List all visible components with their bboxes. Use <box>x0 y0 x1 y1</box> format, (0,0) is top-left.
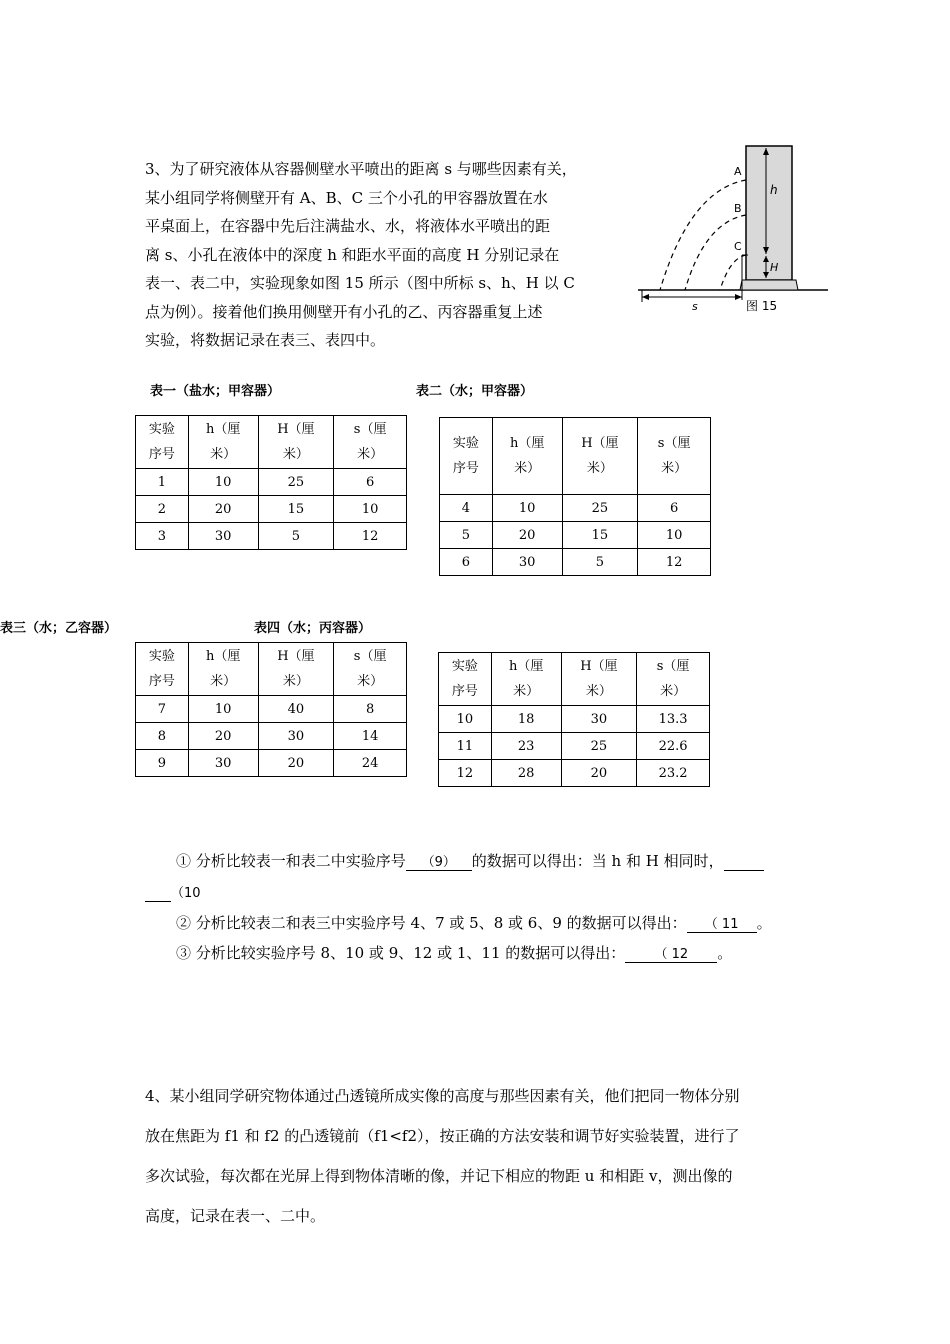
table-row <box>439 760 710 787</box>
table-cell: 7 <box>136 696 189 723</box>
table-cell: 24 <box>334 750 407 777</box>
label-a: A <box>734 165 742 178</box>
table-row <box>136 696 407 723</box>
q4-line: 高度，记录在表一、二中。 <box>145 1207 326 1225</box>
q4-line: 4、某小组同学研究物体通过凸透镜所成实像的高度与那些因素有关，他们把同一物体分别 <box>145 1087 740 1105</box>
sub-question-1: ① 分析比较表一和表二中实验序号 （9） 的数据可以得出：当 h 和 H 相同时， <box>176 850 764 871</box>
table-cell: 12 <box>638 549 711 576</box>
table-row <box>440 495 711 522</box>
q3-line: 实验，将数据记录在表三、表四中。 <box>145 331 386 349</box>
table-cell: 3 <box>136 523 189 550</box>
answer-blank-12[interactable]: （ 12 <box>625 943 717 963</box>
table-header-row <box>439 653 710 706</box>
container-wall <box>746 146 792 280</box>
label-h: h <box>770 183 778 197</box>
q3-line: 点为例）。接着他们换用侧壁开有小孔的乙、丙容器重复上述 <box>145 302 543 321</box>
sub-question-1-cont: （10 <box>145 882 201 902</box>
header-cell: h（厘 米） <box>492 418 562 495</box>
table-cell: 12 <box>439 760 492 787</box>
answer-blank-11[interactable]: （ 11 <box>687 913 757 933</box>
question-3-text <box>145 155 645 355</box>
arrow-head <box>735 294 742 300</box>
table-3-caption: 表三（水；乙容器） <box>0 621 118 636</box>
sub-question-2: ② 分析比较表二和表三中实验序号 4、7 或 5、8 或 6、9 的数据可以得出： （ 11 。 <box>176 914 772 932</box>
header-cell: s（厘 米） <box>334 643 407 696</box>
table-cell: 10 <box>334 496 407 523</box>
table-cell: 30 <box>561 706 637 733</box>
table-cell: 4 <box>440 495 493 522</box>
q3-line: 3、为了研究液体从容器侧壁水平喷出的距离 s 与哪些因素有关， <box>145 160 577 178</box>
table-1-caption: 表一（盐水；甲容器） <box>150 384 281 399</box>
table-cell: 20 <box>492 522 562 549</box>
arrow-head <box>642 294 649 300</box>
header-cell: 实验 序号 <box>136 416 189 469</box>
table-cell: 23 <box>491 733 561 760</box>
header-cell: H（厘 米） <box>562 418 638 495</box>
table-cell: 30 <box>188 750 258 777</box>
table-cell: 2 <box>136 496 189 523</box>
table-cell: 5 <box>440 522 493 549</box>
answer-blank-10-line[interactable] <box>724 855 764 871</box>
table-cell: 28 <box>491 760 561 787</box>
q4-line: 放在焦距为 f1 和 f2 的凸透镜前（f1<f2），按正确的方法安装和调节好实验装置，进行了 <box>145 1127 740 1145</box>
header-cell: 实验 序号 <box>439 653 492 706</box>
label-b: B <box>734 202 742 215</box>
table-row <box>439 706 710 733</box>
table-cell: 25 <box>561 733 637 760</box>
table-row <box>440 549 711 576</box>
table-cell: 6 <box>440 549 493 576</box>
table-row <box>439 733 710 760</box>
header-cell: 实验 序号 <box>440 418 493 495</box>
header-cell: H（厘 米） <box>258 643 334 696</box>
table-cell: 5 <box>562 549 638 576</box>
table-cell: 15 <box>258 496 334 523</box>
table-cell: 30 <box>188 523 258 550</box>
header-cell: H（厘 米） <box>561 653 637 706</box>
table-row <box>136 723 407 750</box>
table-cell: 20 <box>188 496 258 523</box>
table-cell: 10 <box>638 522 711 549</box>
container-base <box>740 280 798 290</box>
table-cell: 10 <box>188 696 258 723</box>
table-4-caption: 表四（水；丙容器） <box>254 621 372 636</box>
table-cell: 8 <box>136 723 189 750</box>
answer-blank-10[interactable] <box>145 886 171 902</box>
figure-caption: 图 15 <box>746 299 778 313</box>
sub-question-3: ③ 分析比较实验序号 8、10 或 9、12 或 1、11 的数据可以得出： （ 12 。 <box>176 944 733 962</box>
table-2 <box>439 417 711 576</box>
table-row <box>136 750 407 777</box>
q3-line: 离 s、小孔在液体中的深度 h 和距水平面的高度 H 分别记录在 <box>145 245 560 264</box>
table-2-caption: 表二（水；甲容器） <box>416 384 534 399</box>
table-cell: 20 <box>561 760 637 787</box>
table-row <box>136 469 407 496</box>
table-cell: 15 <box>562 522 638 549</box>
table-cell: 9 <box>136 750 189 777</box>
table-cell: 22.6 <box>637 733 710 760</box>
table-row <box>136 496 407 523</box>
table-cell: 30 <box>492 549 562 576</box>
table-header-row <box>440 418 711 495</box>
label-H: H <box>770 261 779 274</box>
table-3 <box>135 642 407 777</box>
table-cell: 40 <box>258 696 334 723</box>
table-cell: 6 <box>334 469 407 496</box>
table-cell: 6 <box>638 495 711 522</box>
table-cell: 23.2 <box>637 760 710 787</box>
header-cell: h（厘 米） <box>491 653 561 706</box>
table-cell: 18 <box>491 706 561 733</box>
table-cell: 20 <box>188 723 258 750</box>
table-cell: 1 <box>136 469 189 496</box>
q3-line: 表一、表二中，实验现象如图 15 所示（图中所标 s、h、H 以 C <box>145 274 575 292</box>
q3-line: 平桌面上，在容器中先后注满盐水、水，将液体水平喷出的距 <box>145 217 551 235</box>
table-cell: 12 <box>334 523 407 550</box>
table-header-row <box>136 416 407 469</box>
table-1 <box>135 415 407 550</box>
header-cell: s（厘 米） <box>638 418 711 495</box>
table-cell: 25 <box>258 469 334 496</box>
answer-blank-9[interactable]: （9） <box>406 851 472 871</box>
table-cell: 14 <box>334 723 407 750</box>
figure-15-container-diagram <box>630 140 840 320</box>
table-cell: 11 <box>439 733 492 760</box>
table-row <box>136 523 407 550</box>
table-cell: 10 <box>188 469 258 496</box>
table-cell: 30 <box>258 723 334 750</box>
header-cell: H（厘 米） <box>258 416 334 469</box>
header-cell: 实验 序号 <box>136 643 189 696</box>
label-c: C <box>734 240 742 253</box>
q3-line: 某小组同学将侧壁开有 A、B、C 三个小孔的甲容器放置在水 <box>145 188 548 207</box>
table-cell: 10 <box>439 706 492 733</box>
header-cell: h（厘 米） <box>188 643 258 696</box>
question-4-text <box>145 1076 815 1236</box>
table-cell: 13.3 <box>637 706 710 733</box>
table-cell: 20 <box>258 750 334 777</box>
table-cell: 10 <box>492 495 562 522</box>
jet-a <box>660 180 746 290</box>
table-cell: 5 <box>258 523 334 550</box>
table-cell: 25 <box>562 495 638 522</box>
table-header-row <box>136 643 407 696</box>
table-4 <box>438 652 710 787</box>
header-cell: s（厘 米） <box>637 653 710 706</box>
label-s: s <box>692 300 698 313</box>
q4-line: 多次试验，每次都在光屏上得到物体清晰的像，并记下相应的物距 u 和相距 v，测出像的 <box>145 1167 733 1185</box>
table-cell: 8 <box>334 696 407 723</box>
header-cell: h（厘 米） <box>188 416 258 469</box>
table-row <box>440 522 711 549</box>
header-cell: s（厘 米） <box>334 416 407 469</box>
